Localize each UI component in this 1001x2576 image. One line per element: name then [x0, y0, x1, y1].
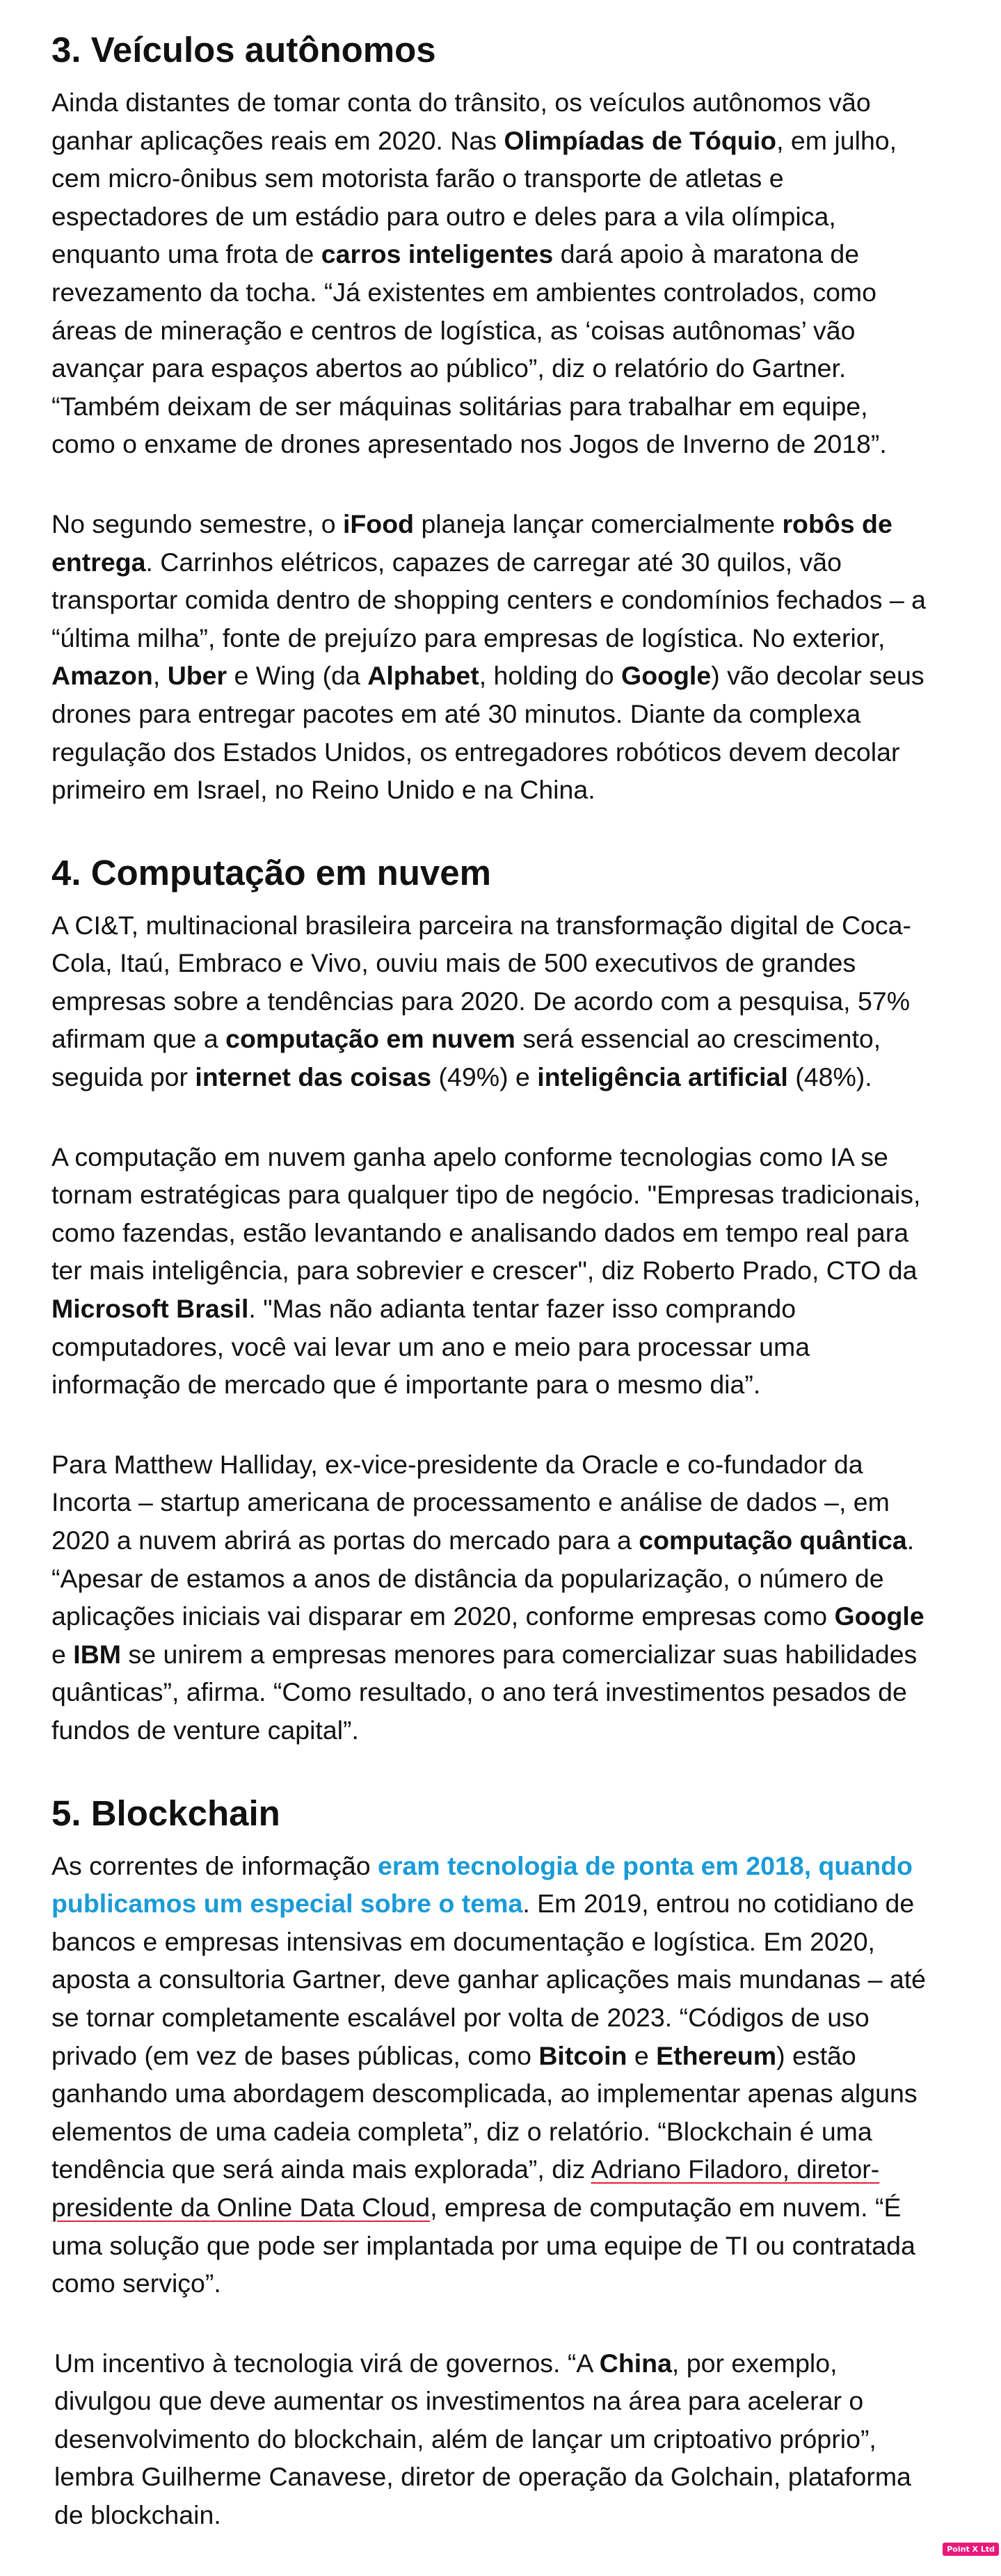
text: . Em 2019, entrou no cotidiano de bancos e empresas intensivas em documentação e logística. Em 2020, aposta a consultoria Gartner, deve ganhar aplicações mais mundanas – até se tornar completamente escalável por volta de 2023. “Códigos de uso privado (em vez de bases públicas, como [51, 1889, 927, 2070]
text: planeja lançar comercialmente [414, 509, 783, 538]
text: dará apoio à maratona de revezamento da tocha. “Já existentes em ambientes controlados, como áreas de mineração e centros de logística, as ‘coisas autônomas’ vão avançar para espaços abertos ao público”, diz o relatório do Gartner. “Também deixam de ser máquinas solitárias para trabalhar em equipe, como o enxame de drones apresentado nos Jogos de Inverno de 2018”. [51, 239, 887, 459]
text: . "Mas não adianta tentar fazer isso comprando computadores, você vai levar um ano e meio para processar uma informação de mercado que é importante para o mesmo dia”. [51, 1294, 810, 1400]
text: e Wing (da [227, 661, 368, 691]
paragraph [51, 83, 929, 463]
paragraph [51, 1847, 929, 2303]
bold-text: computação em nuvem [225, 1024, 515, 1054]
text: (49%) e [431, 1062, 538, 1092]
text: , empresa de computação em nuvem. “É uma solução que pode ser implantada por uma equipe de TI ou contratada como serviço”. [51, 2192, 915, 2298]
text: No segundo semestre, o [51, 509, 343, 538]
bold-text: computação quântica [639, 1526, 907, 1555]
section-computacao-em-nuvem [51, 851, 929, 1750]
text: (48%). [787, 1062, 872, 1092]
text: e [51, 1639, 74, 1669]
bold-text: Ethereum [656, 2040, 777, 2070]
bold-text: Alphabet [367, 661, 479, 691]
text: , [152, 661, 168, 691]
text: ) estão ganhando uma abordagem descomplicada, ao implementar apenas alguns elementos de uma cadeia completa”, diz o relatório. “Blockchain é uma tendência que será ainda mais explorada”, diz [51, 2040, 918, 2184]
text: e [627, 2040, 657, 2070]
bold-text: Google [834, 1601, 924, 1631]
bold-text: China [599, 2348, 672, 2378]
special-report-link[interactable]: eram tecnologia de ponta em 2018, quando publicamos um especial sobre o tema [51, 1850, 913, 1919]
bold-text: IBM [73, 1639, 122, 1669]
bold-text: Google [621, 661, 712, 691]
text: , holding do [479, 661, 622, 691]
section-heading: 3. Veículos autônomos [51, 30, 436, 70]
section-heading: 4. Computação em nuvem [51, 852, 491, 893]
bold-text: iFood [342, 509, 415, 538]
text: As correntes de informação [51, 1850, 378, 1880]
text: , em julho, cem micro-ônibus sem motorista farão o transporte de atletas e espectadores de um estádio para outro e deles para a vila olímpica, enquanto uma frota de [51, 125, 897, 269]
bold-text: inteligência artificial [537, 1062, 788, 1092]
text: Ainda distantes de tomar conta do trânsito, os veículos autônomos vão ganhar aplicações reais em 2020. Nas [51, 88, 871, 155]
section-veiculos-autonomos [51, 28, 929, 809]
section-blockchain [51, 1791, 929, 2534]
text: . “Apesar de estamos a anos de distância da popularização, o número de aplicações iniciais vai disparar em 2020, conforme empresas como [51, 1526, 915, 1631]
bold-text: robôs de entrega [51, 509, 892, 577]
paragraph [51, 1446, 929, 1750]
text: Para Matthew Halliday, ex-vice-presidente da Oracle e co-fundador da Incorta – startup americana de processamento e análise de dados –, em 2020 a nuvem abrirá as portas do mercado para a [51, 1449, 890, 1555]
bold-text: Uber [167, 661, 227, 691]
paragraph [51, 1138, 929, 1404]
text: se unirem a empresas menores para comercializar suas habilidades quânticas”, afirma. “Como resultado, o ano terá investimentos pesados de fundos de venture capital”. [51, 1639, 918, 1745]
section-heading: 5. Blockchain [51, 1793, 280, 1833]
bold-text: Olimpíadas de Tóquio [504, 125, 777, 155]
text: A CI&T, multinacional brasileira parceira na transformação digital de Coca-Cola, Itaú, Embraco e Vivo, ouviu mais de 500 executivos de grandes empresas sobre a tendências para 2020. De acordo com a pesquisa, 57% afirmam que a [51, 910, 911, 1054]
text: , por exemplo, divulgou que deve aumentar os investimentos na área para acelerar o desenvolvimento do blockchain, além de lançar um criptoativo próprio”, lembra Guilherme Canavese, diretor de operação da Golchain, plataforma de blockchain. [54, 2348, 911, 2530]
bold-text: carros inteligentes [321, 239, 554, 269]
paragraph [51, 906, 929, 1096]
text: será essencial ao crescimento, seguida por [51, 1024, 881, 1092]
bold-text: Amazon [51, 661, 153, 691]
text: ) vão decolar seus drones para entregar pacotes em até 30 minutos. Diante da complexa regulação dos Estados Unidos, os entregadores robóticos devem decolar primeiro em Israel, no Reino Unido e na China. [51, 661, 924, 805]
bold-text: Bitcoin [538, 2040, 627, 2070]
text: A computação em nuvem ganha apelo conforme tecnologias como IA se tornam estratégicas para qualquer tipo de negócio. "Empresas tradicionais, como fazendas, estão levantando e analisando dados em tempo real para ter mais inteligência, para sobrevier e crescer", diz Roberto Prado, CTO da [51, 1142, 921, 1286]
text: . Carrinhos elétricos, capazes de carregar até 30 quilos, vão transportar comida dentro de shopping centers e condomínios fechados – a “última milha”, fonte de prejuízo para empresas de logística. No exterior, [51, 547, 927, 653]
corner-badge: Point X Ltd [943, 2543, 999, 2556]
underlined-person-name: Adriano Filadoro, diretor-presidente da Online Data Cloud [51, 2154, 880, 2222]
paragraph [51, 505, 929, 809]
bold-text: internet das coisas [195, 1062, 432, 1092]
paragraph [51, 2344, 929, 2534]
text: Um incentivo à tecnologia virá de governos. “A [54, 2348, 600, 2378]
article-body [51, 28, 929, 2576]
bold-text: Microsoft Brasil [51, 1294, 249, 1324]
